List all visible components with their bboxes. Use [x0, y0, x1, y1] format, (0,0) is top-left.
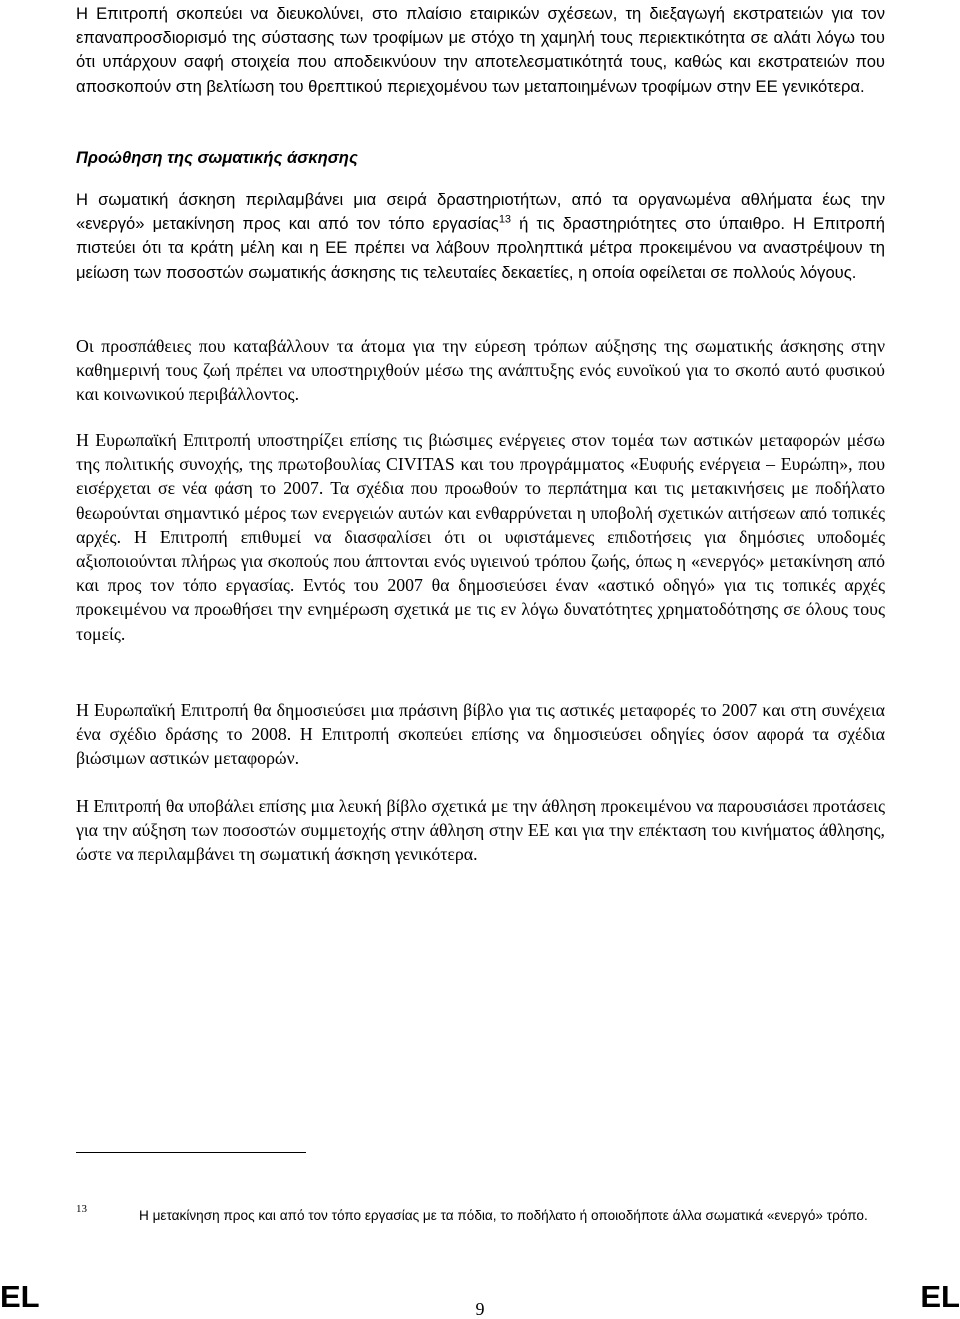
- paragraph-white-paper: Η Επιτροπή θα υποβάλει επίσης μια λευκή βίβλο σχετικά με την άθληση προκειμένου να παρουσιάσει προτάσεις για την αύξηση των ποσοστών συμμετοχής στην άθληση στην ΕΕ και για την επέκταση του κινήματος άθλησης, ώστε να περιλαμβάνει τη σωματική άσκηση γενικότερα.: [76, 796, 885, 865]
- paragraph-intro: Η Επιτροπή σκοπεύει να διευκολύνει, στο πλαίσιο εταιρικών σχέσεων, τη διεξαγωγή εκστρατειών για τον επαναπροσδιορισμό της σύστασης των τροφίμων με στόχο τη χαμηλή τους περιεκτικότητα σε αλάτι λόγω του ότι υπάρχουν σαφή στοιχεία που αποδεικνύουν την αποτελεσματικότητά τους, καθώς και εκστρατειών που αποσκοπούν στη βελτίωση του θρεπτικού περιεχομένου των μεταποιημένων τροφίμων στην ΕΕ γενικότερα.: [76, 4, 885, 96]
- footnote-separator: [76, 1152, 306, 1153]
- language-code-left: EL: [0, 1279, 40, 1314]
- paragraph-urban-transport: Η Ευρωπαϊκή Επιτροπή υποστηρίζει επίσης τις βιώσιμες ενέργειες στον τομέα των αστικών μεταφορών μέσω της πολιτικής συνοχής, της πρωτοβουλίας CIVITAS και του προγράμματος «Ευφυής ενέργεια – Ευρώπη», που εισέρχεται σε νέα φάση το 2007. Τα σχέδια που προωθούν το περπάτημα και τις μετακινήσεις με ποδήλατο θεωρούνται σημαντικό μέρος των ενεργειών αυτών και ενθαρρύνεται η υποβολή σχετικών αιτήσεων από τοπικές αρχές. Η Επιτροπή επιθυμεί να διασφαλίσει ότι οι υφιστάμενες επιδοτήσεις για δημόσιες υποδομές αξιοποιούνται πλήρως για σκοπούς που άπτονται ενός υγιεινού τρόπου ζωής, όπως η «ενεργός» μετακίνηση από και προς τον τόπο εργασίας. Εντός του 2007 θα δημοσιεύσει έναν «αστικό οδηγό» για τις τοπικές αρχές προκειμένου να προωθήσει την ενημέρωση σχετικά με τις εν λόγω δυνατότητες χρηματοδότησης σε όλους τους τομείς.: [76, 430, 885, 644]
- paragraph-green-paper: Η Ευρωπαϊκή Επιτροπή θα δημοσιεύσει μια πράσινη βίβλο για τις αστικές μεταφορές το 2007 και στη συνέχεια ένα σχέδιο δράσης το 2008. Η Επιτροπή σκοπεύει επίσης να δημοσιεύσει οδηγίες όσον αφορά τα σχέδια βιώσιμων αστικών μεταφορών.: [76, 700, 885, 769]
- footnote-reference[interactable]: 13: [498, 213, 512, 226]
- paragraph-physical-activity: [76, 188, 885, 285]
- section-heading: Προώθηση της σωματικής άσκησης: [76, 148, 358, 167]
- footnote-number: 13: [76, 1203, 87, 1215]
- language-code-right: EL: [920, 1279, 960, 1314]
- paragraph-text-part-1: Η σωματική άσκηση περιλαμβάνει μια σειρά δραστηριοτήτων, από τα οργανωμένα αθλήματα έως την «ενεργό» μετακίνηση προς και από τον τόπο εργασίας: [76, 190, 885, 234]
- footnote-text: Η μετακίνηση προς και από τον τόπο εργασίας με τα πόδια, το ποδήλατο ή οποιοδήποτε άλλα σωματικά «ενεργό» τρόπο.: [139, 1208, 868, 1223]
- paragraph-text-part-2: ή τις δραστηριότητες στο ύπαιθρο. Η Επιτροπή πιστεύει ότι τα κράτη μέλη και η ΕΕ πρέπει να λάβουν προληπτικά μέτρα προκειμένου να αναστρέψουν τη μείωση των ποσοστών σωματικής άσκησης τις τελευταίες δεκαετίες, η οποία οφείλεται σε πολλούς λόγους.: [76, 214, 885, 282]
- page-number: 9: [475, 1299, 485, 1319]
- paragraph-individual-efforts: Οι προσπάθειες που καταβάλλουν τα άτομα για την εύρεση τρόπων αύξησης της σωματικής άσκησης στην καθημερινή τους ζωή πρέπει να υποστηριχθούν μέσω της ανάπτυξης ενός ευνοϊκού για το σκοπό αυτό φυσικού και κοινωνικού περιβάλλοντος.: [76, 336, 885, 405]
